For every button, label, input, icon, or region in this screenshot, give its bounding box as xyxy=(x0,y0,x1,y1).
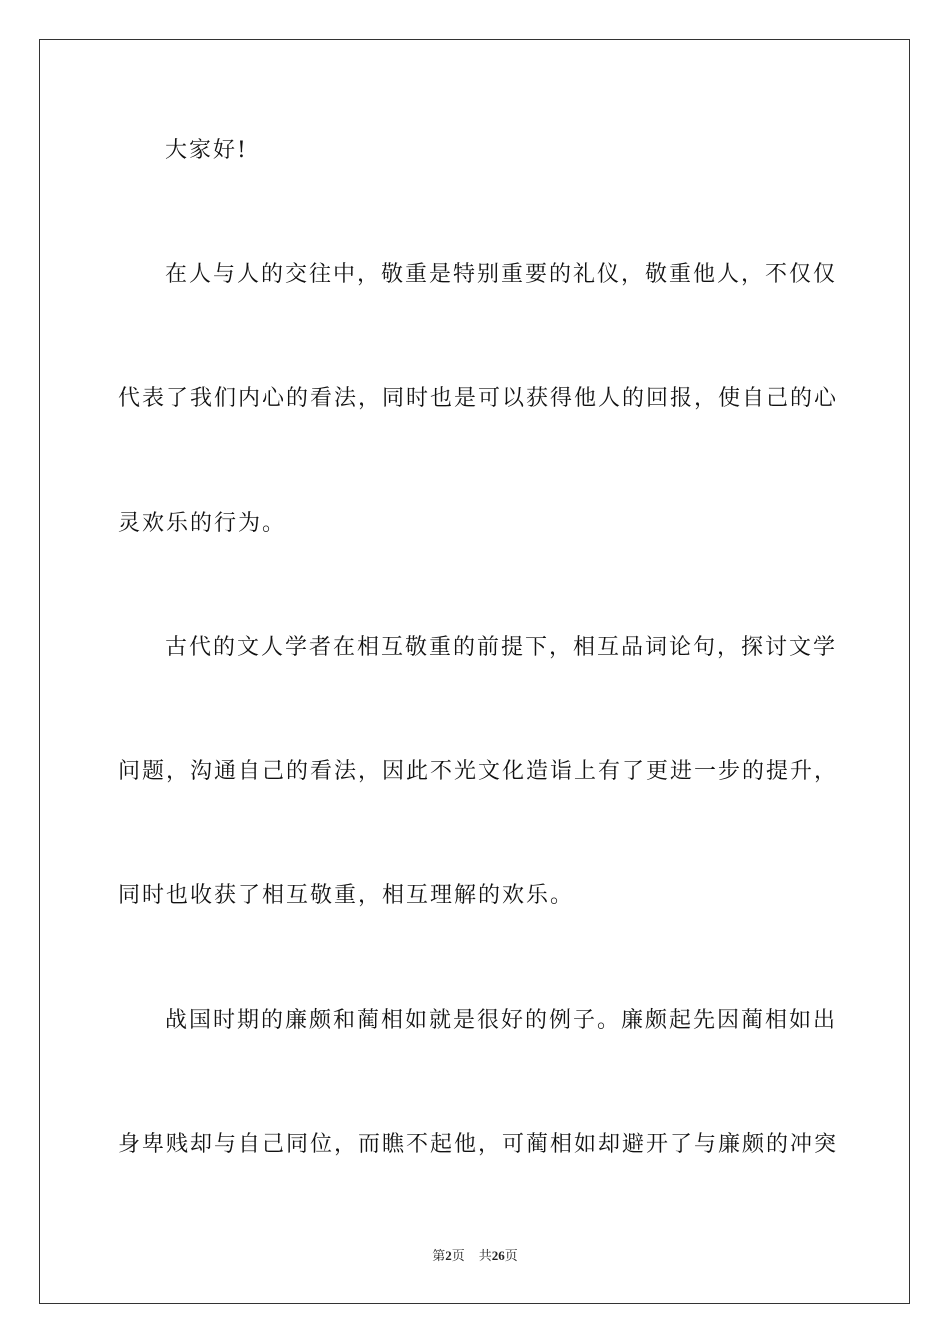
paragraph-3-line-1: 战国时期的廉颇和蔺相如就是很好的例子。廉颇起先因蔺相如出 xyxy=(165,1008,838,1033)
paragraph-1-line-1: 在人与人的交往中，敬重是特别重要的礼仪，敬重他人，不仅仅 xyxy=(165,262,838,287)
paragraph-2-line-1: 古代的文人学者在相互敬重的前提下，相互品词论句，探讨文学 xyxy=(165,635,838,660)
footer-total-suffix: 页 xyxy=(504,1249,518,1264)
footer-page-prefix: 第 xyxy=(432,1249,446,1264)
footer-page-suffix: 页 xyxy=(451,1249,465,1264)
footer-total-pages: 26 xyxy=(491,1248,505,1263)
paragraph-1-line-3: 灵欢乐的行为。 xyxy=(118,511,287,536)
footer-total-prefix: 共 xyxy=(478,1249,492,1264)
page-footer xyxy=(0,1247,950,1266)
paragraph-2-line-3: 同时也收获了相互敬重，相互理解的欢乐。 xyxy=(118,883,575,908)
paragraph-2-line-2: 问题，沟通自己的看法，因此不光文化造诣上有了更进一步的提升， xyxy=(118,759,839,784)
paragraph-1-line-2: 代表了我们内心的看法，同时也是可以获得他人的回报，使自己的心 xyxy=(118,386,839,411)
paragraph-3-line-2: 身卑贱却与自己同位，而瞧不起他，可蔺相如却避开了与廉颇的冲突 xyxy=(118,1132,839,1157)
page-border xyxy=(39,39,910,1304)
footer-page-number: 2 xyxy=(445,1248,452,1263)
greeting-line: 大家好! xyxy=(165,138,248,163)
